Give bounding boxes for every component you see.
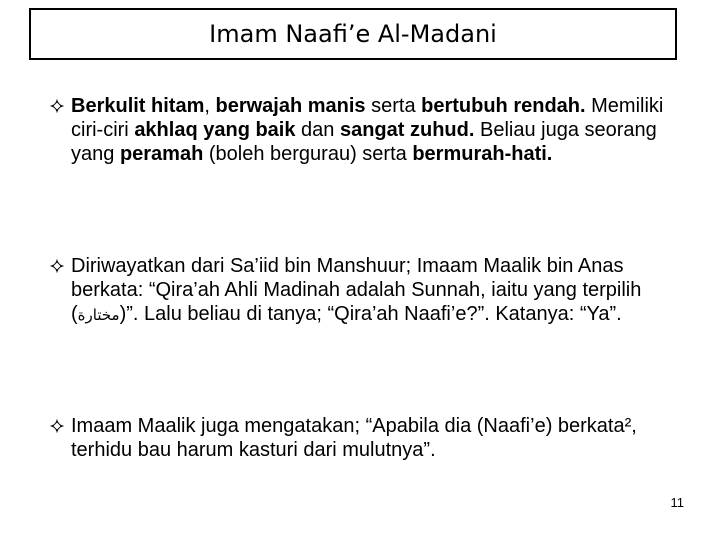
- bullet-item-2: [49, 254, 689, 327]
- bullet-2-text-after: )”. Lalu beliau di tanya; “Qira’ah Naafi’e?”. Katanya: “Ya”.: [119, 303, 622, 325]
- bullet-item-3: [49, 414, 689, 462]
- diamond-bullet-icon: [49, 418, 65, 434]
- bullet-1-seg-10: peramah: [119, 143, 204, 165]
- bullet-text-2: [71, 254, 689, 327]
- bullet-1-seg-6: akhlaq yang baik: [134, 119, 296, 141]
- bullet-1-seg-12: bermurah-hati.: [412, 143, 553, 165]
- bullet-1-seg-1: ,: [204, 95, 216, 117]
- bullet-2-text-before: Diriwayatkan dari Sa’iid bin Manshuur; Imaam Maalik bin Anas berkata: “Qira’ah Ahli Madinah adalah Sunnah, iaitu yang terpilih (: [71, 255, 642, 325]
- diamond-bullet-icon: [49, 258, 65, 274]
- page-number: 11: [670, 495, 684, 510]
- bullet-text-3: Imaam Maalik juga mengatakan; “Apabila dia (Naafi’e) berkata², terhidu bau harum kasturi dari mulutnya”.: [71, 415, 637, 461]
- bullet-1-seg-5: Memiliki ciri-ciri: [71, 95, 664, 141]
- bullet-1-seg-8: sangat zuhud.: [339, 119, 475, 141]
- bullet-1-seg-2: berwajah manis: [215, 95, 366, 117]
- bullet-1-seg-11: (boleh bergurau) serta: [203, 143, 413, 165]
- bullet-1-seg-0: Berkulit hitam: [71, 95, 205, 117]
- slide-title: Imam Naafi’e Al-Madani: [209, 20, 497, 48]
- bullet-item-1: [49, 94, 689, 166]
- arabic-term: مختارة: [77, 306, 120, 324]
- bullet-1-seg-7: dan: [295, 119, 340, 141]
- bullet-1-seg-4: bertubuh rendah.: [421, 95, 586, 117]
- title-box: [29, 8, 677, 60]
- diamond-bullet-icon: [49, 98, 65, 114]
- bullet-1-seg-3: serta: [365, 95, 422, 117]
- bullet-1-seg-9: Beliau juga seorang yang: [71, 119, 657, 165]
- bullet-text-1: [71, 94, 689, 166]
